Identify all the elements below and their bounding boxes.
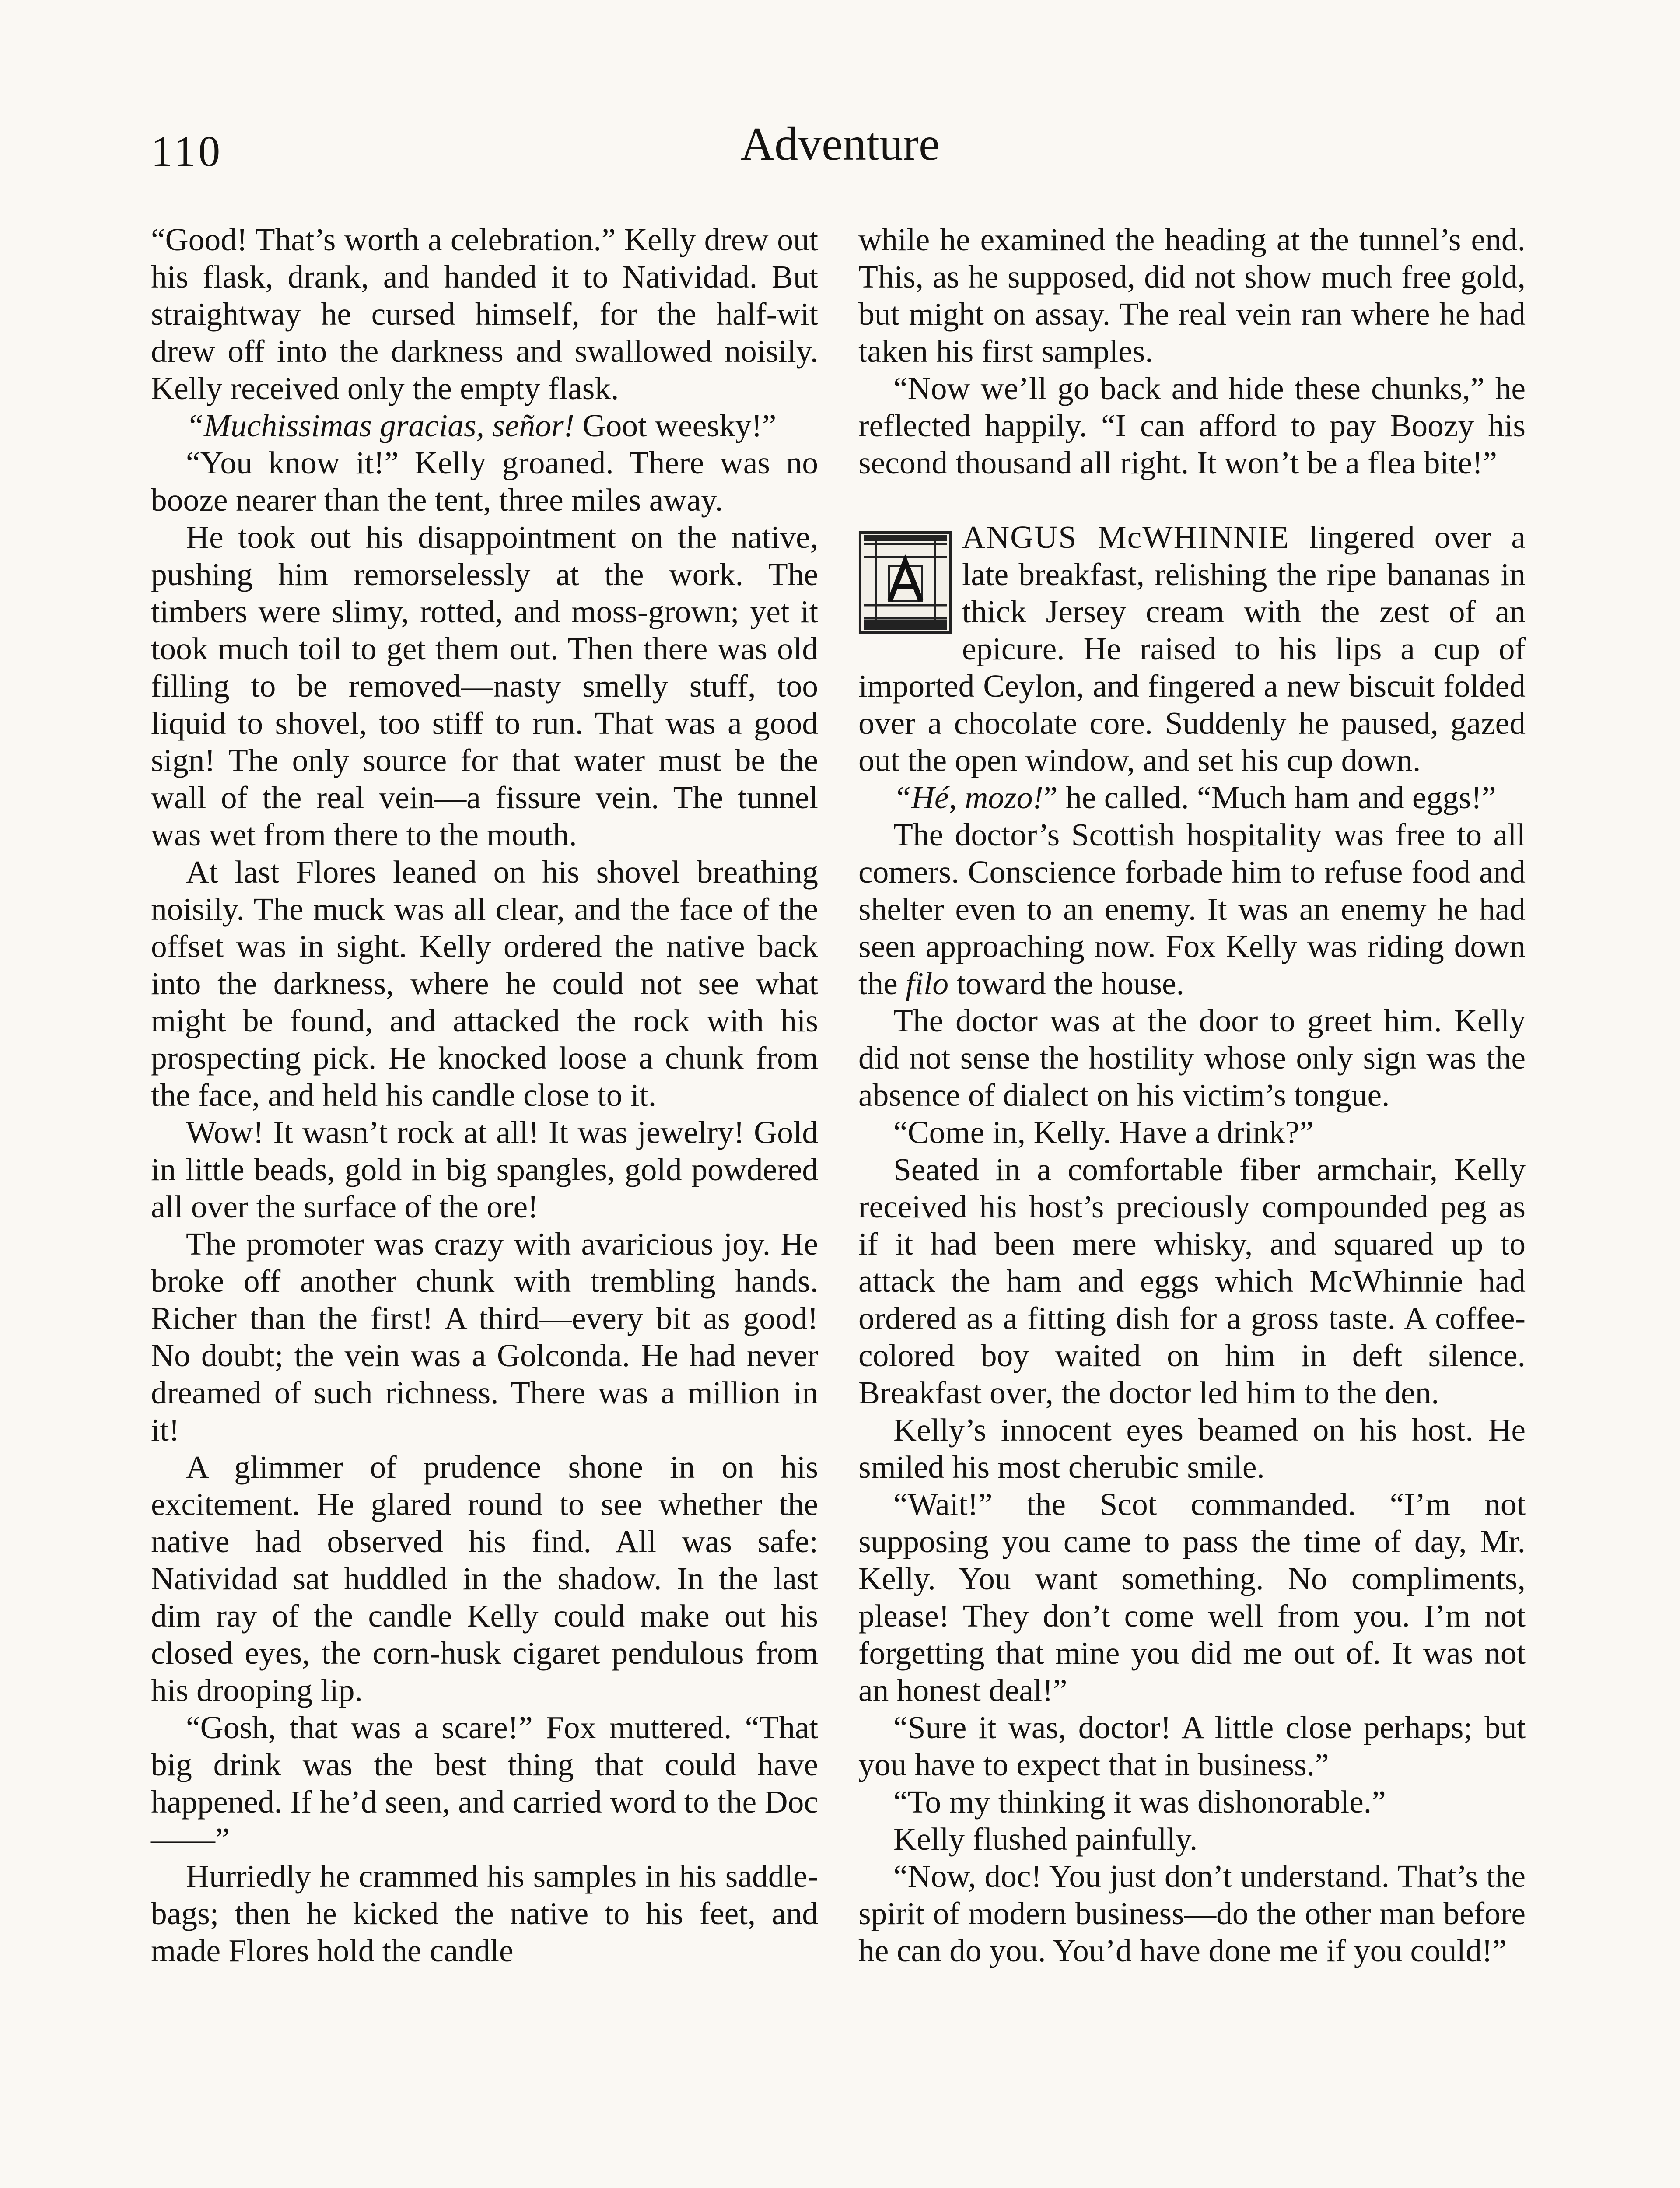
paragraph: Seated in a comfortable fiber armchair, Kelly received his host’s preciously compounded peg as if it had been mere whisky, and squared up to attack the ham and eggs which McWhinnie had ordered as a fitting dish for a gross taste. A coffee-colored boy waited on him in deft silence. Breakfast over, the doctor led him to the den. xyxy=(858,1152,1526,1410)
paragraph: “Good! That’s worth a celebration.” Kelly drew out his flask, drank, and handed it to Natividad. But straightway he cursed himself, for the half-wit drew off into the darkness and swallowed noisily. Kelly received only the empty flask. xyxy=(151,222,818,406)
paragraph: Wow! It wasn’t rock at all! It was jewelry! Gold in little beads, gold in big spangles, gold powdered all over the surface of the ore! xyxy=(151,1115,818,1224)
paragraph: “You know it!” Kelly groaned. There was no booze nearer than the tent, three miles away. xyxy=(151,445,818,518)
paragraph: “Gosh, that was a scare!” Fox muttered. “That big drink was the best thing that could have happened. If he’d seen, and carried word to the Doc——” xyxy=(151,1710,818,1857)
paragraph: At last Flores leaned on his shovel breathing noisily. The muck was all clear, and the face of the offset was in sight. Kelly ordered the native back into the darkness, where he could not see what might be found, and attacked the rock with his prospecting pick. He knocked loose a chunk from the face, and held his candle close to it. xyxy=(151,854,818,1113)
paragraph: “To my thinking it was dishonorable.” xyxy=(893,1784,1386,1820)
opening-words: ANGUS McWHINNIE xyxy=(962,519,1290,555)
paragraph xyxy=(858,816,1526,1002)
paragraph xyxy=(151,407,818,444)
paragraph: “Come in, Kelly. Have a drink?” xyxy=(893,1115,1314,1150)
italic-phrase: “Hé, mozo! xyxy=(893,780,1043,815)
paragraph: He took out his disappointment on the native, pushing him remorselessly at the work. The timbers were slimy, rotted, and moss-grown; yet it took much toil to get them out. Then there was old filling to be removed—nasty smelly stuff, too liquid to shovel, too stiff to run. That was a good sign! The only source for that water must be the wall of the real vein—a fissure vein. The tunnel was wet from there to the mouth. xyxy=(151,519,818,852)
paragraph: “Now, doc! You just don’t understand. That’s the spirit of modern business—do the other man before he can do you. You’d have done me if you could!” xyxy=(858,1858,1526,1968)
running-head-title: Adventure xyxy=(740,118,940,170)
italic-word: filo xyxy=(906,966,949,1001)
page-number: 110 xyxy=(151,127,223,175)
paragraph: Kelly’s innocent eyes beamed on his host. He smiled his most cherubic smile. xyxy=(858,1412,1526,1485)
italic-phrase: “Muchissimas gracias, señor! xyxy=(186,408,575,443)
paragraph xyxy=(858,779,1526,816)
page-header xyxy=(151,117,1529,183)
paragraph: A glimmer of prudence shone in on his excitement. He glared round to see whether the native had observed his find. All was safe: Natividad sat huddled in the shadow. In the last dim ray of the candle Kelly could make out his closed eyes, the corn-husk cigaret pendulous from his drooping lip. xyxy=(151,1449,818,1708)
paragraph-text: Goot weesky!” xyxy=(574,408,777,443)
paragraph: The doctor was at the door to greet him. Kelly did not sense the hostility whose only sign was the absence of dialect on his victim’s tongue. xyxy=(858,1003,1526,1113)
paragraph: while he examined the heading at the tunnel’s end. This, as he supposed, did not show much free gold, but might on assay. The real vein ran where he had taken his first samples. xyxy=(858,222,1526,369)
paragraph-text: lingered over a late breakfast, relishing the ripe bananas in thick Jersey cream with the zest of an epicure. He raised to his lips a cup of imported Ceylon, and fingered a new biscuit folded over a chocolate core. Suddenly he paused, gazed out the open window, and set his cup down. xyxy=(858,519,1526,778)
left-column xyxy=(151,221,818,1969)
paragraph-text: The doctor’s Scottish hospitality was free to all comers. Conscience forbade him to refuse food and shelter even to an enemy. It was an enemy he had seen approaching now. Fox Kelly was riding down the xyxy=(858,817,1526,1001)
ornamental-initial-A-icon xyxy=(858,531,952,634)
paragraph: “Wait!” the Scot commanded. “I’m not supposing you came to pass the time of day, Mr. Kelly. You want something. No compliments, please! They don’t come well from you. I’m not forgetting that mine you did me out of. It was not an honest deal!” xyxy=(858,1487,1526,1708)
paragraph: “Sure it was, doctor! A little close perhaps; but you have to expect that in business.” xyxy=(858,1710,1526,1782)
paragraph: “Now we’ll go back and hide these chunks,” he reflected happily. “I can afford to pay Boozy his second thousand all right. It won’t be a flea bite!” xyxy=(858,371,1526,480)
right-column xyxy=(858,221,1526,1969)
paragraph: Hurriedly he crammed his samples in his saddle-bags; then he kicked the native to his feet, and made Flores hold the candle xyxy=(151,1858,818,1968)
paragraph-text: ” he called. “Much ham and eggs!” xyxy=(1043,780,1496,815)
section-opening-paragraph xyxy=(858,519,1526,779)
paragraph: The promoter was crazy with avaricious joy. He broke off another chunk with trembling hands. Richer than the first! A third—every bit as good! No doubt; the vein was a Golconda. He had never dreamed of such richness. There was a million in it! xyxy=(151,1226,818,1448)
paragraph-text: toward the house. xyxy=(948,966,1185,1001)
paragraph: Kelly flushed painfully. xyxy=(893,1821,1198,1857)
